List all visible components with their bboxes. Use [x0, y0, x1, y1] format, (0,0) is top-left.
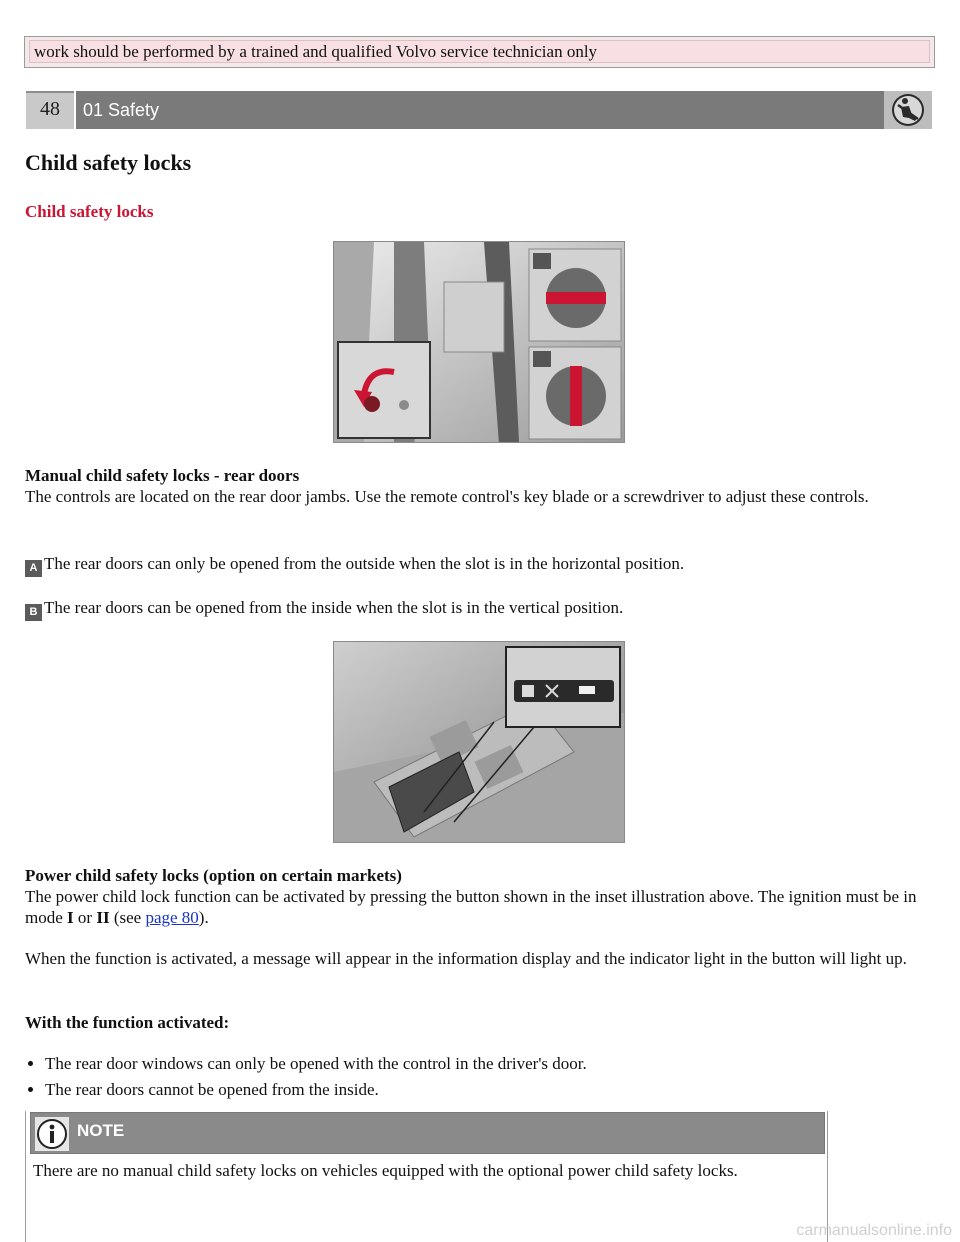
- page-number: 48: [26, 91, 74, 129]
- info-icon: [35, 1117, 69, 1151]
- manual-heading: Manual child safety locks - rear doors: [25, 466, 300, 485]
- mode-1: I: [67, 908, 74, 927]
- power-section: [25, 865, 930, 928]
- activated-list: [25, 1051, 587, 1103]
- activated-heading-text: With the function activated:: [25, 1013, 230, 1032]
- warning-text: work should be performed by a trained and qualified Volvo service technician only: [29, 40, 930, 63]
- power-heading: Power child safety locks (option on certain markets): [25, 866, 402, 885]
- or-text: or: [73, 908, 97, 927]
- label-a-icon: A: [25, 560, 42, 577]
- manual-lock-illustration: [333, 241, 625, 443]
- note-label: NOTE: [77, 1121, 125, 1140]
- note-header: [30, 1112, 825, 1154]
- list-item: • The rear door windows can only be opened with the control in the driver's door.: [45, 1051, 587, 1077]
- seatbelt-icon: [884, 91, 932, 129]
- power-lock-illustration: [333, 641, 625, 843]
- mode-2: II: [96, 908, 110, 927]
- manual-text: The controls are located on the rear door jambs. Use the remote control's key blade or a screwdriver to adjust these controls.: [25, 487, 869, 506]
- see-close: ).: [198, 908, 209, 927]
- activated-heading: [25, 1012, 930, 1033]
- section-title: 01 Safety: [76, 91, 884, 129]
- manual-item-b-text: The rear doors can be opened from the inside when the slot is in the vertical position.: [44, 598, 624, 617]
- manual-item-a-text: The rear doors can only be opened from the outside when the slot is in the horizontal position.: [44, 554, 685, 573]
- manual-section: [25, 465, 930, 507]
- page-title: Child safety locks: [25, 150, 192, 175]
- label-b-icon: B: [25, 604, 42, 621]
- section-subtitle: Child safety locks: [25, 202, 154, 221]
- manual-item-a: [25, 553, 930, 577]
- page-80-link[interactable]: page 80: [145, 908, 199, 927]
- list-item: • The rear doors cannot be opened from the inside.: [45, 1077, 587, 1103]
- power-text-2: When the function is activated, a message will appear in the information display and the indicator light in the button will light up.: [25, 949, 907, 968]
- warning-bar: [24, 36, 935, 68]
- see-text: (see: [109, 908, 146, 927]
- watermark: carmanualsonline.info: [796, 1222, 952, 1239]
- power-text: The power child lock function can be activated by pressing the button shown in the inset illustration above. The ignition must be in mode: [25, 887, 917, 927]
- note-box: [25, 1111, 828, 1242]
- note-text: There are no manual child safety locks on vehicles equipped with the optional power child safety locks.: [33, 1161, 738, 1180]
- section-header: [26, 91, 934, 131]
- manual-item-b: [25, 597, 930, 621]
